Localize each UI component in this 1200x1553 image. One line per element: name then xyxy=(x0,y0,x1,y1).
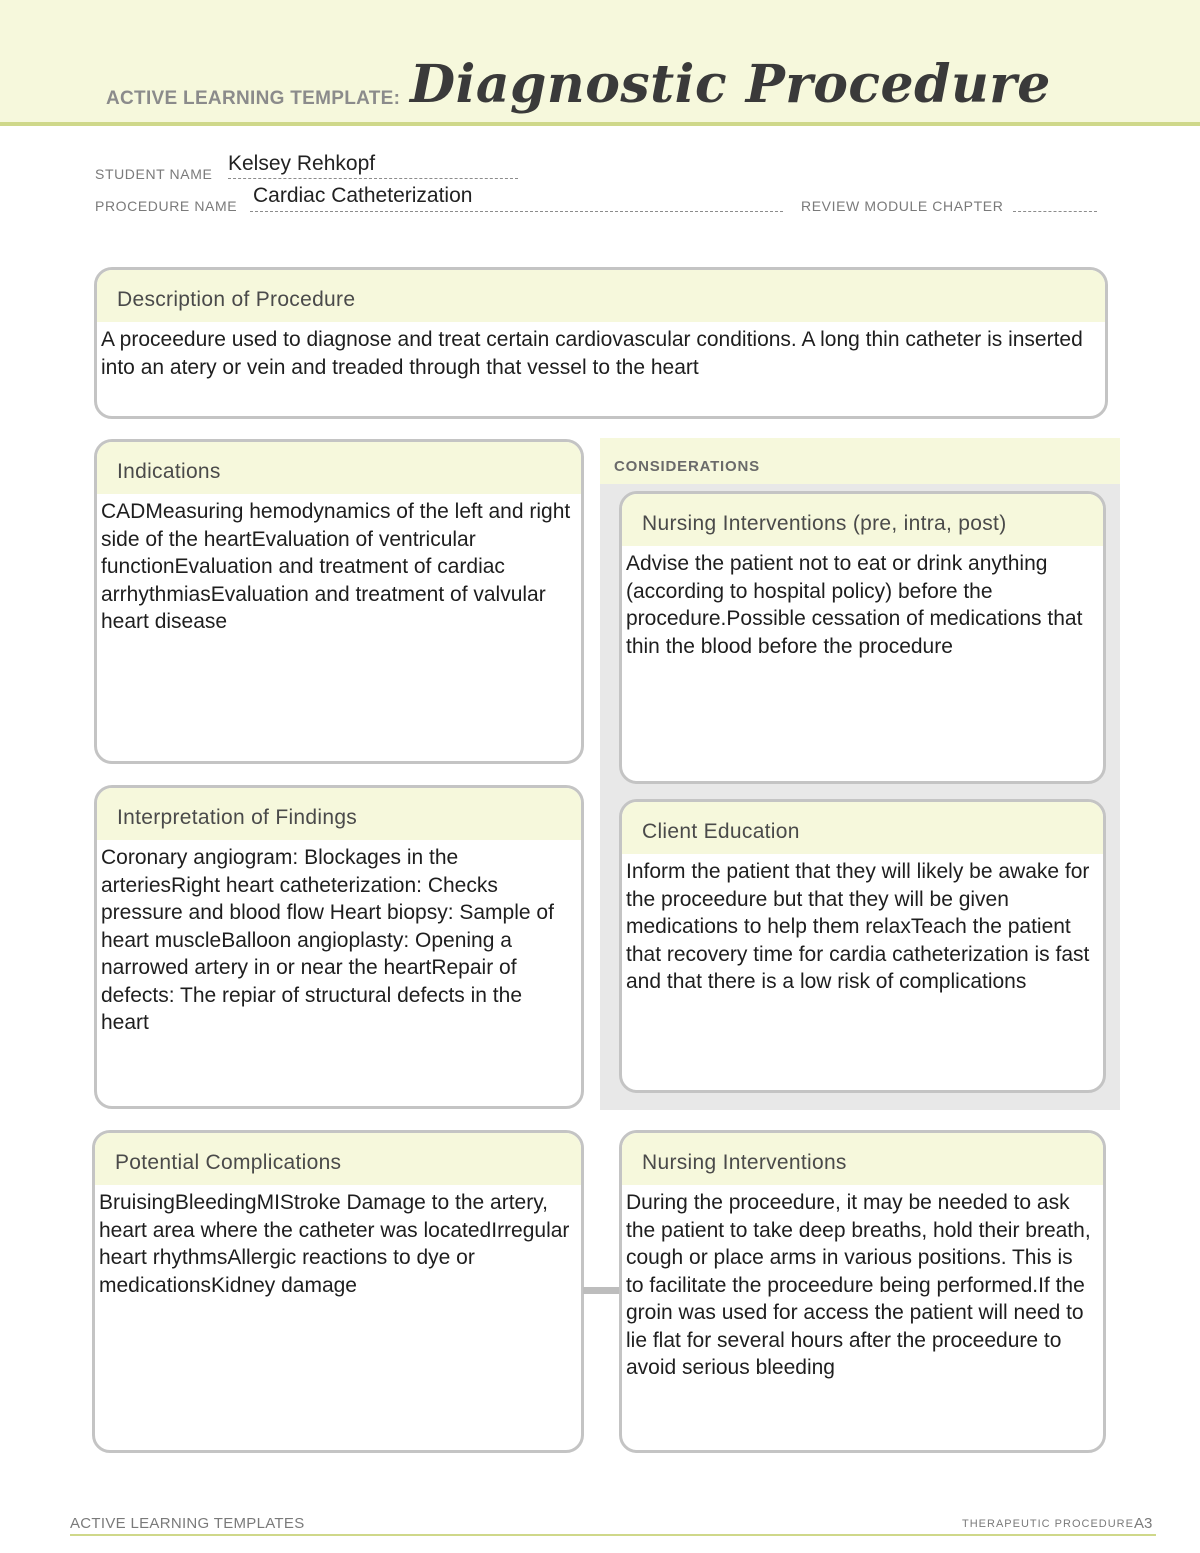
description-box xyxy=(94,267,1108,419)
indications-box xyxy=(94,439,584,764)
student-name-line xyxy=(228,178,518,179)
interpretation-box xyxy=(94,785,584,1109)
box-connector xyxy=(583,1287,619,1294)
procedure-name-line xyxy=(250,211,783,212)
client-education-box xyxy=(619,799,1106,1093)
student-name-field[interactable]: Kelsey Rehkopf xyxy=(228,152,376,175)
review-module-label: REVIEW MODULE CHAPTER xyxy=(801,198,1004,214)
complications-text[interactable]: BruisingBleedingMIStroke Damage to the artery, heart area where the catheter was locatedIrregular heart rhythmsAllergic reactions to dye or medicationsKidney damage xyxy=(99,1191,570,1297)
student-name-label: STUDENT NAME xyxy=(95,166,213,182)
footer-divider xyxy=(70,1534,1156,1536)
nursing-interventions-text[interactable]: During the proceedure, it may be needed to ask the patient to take deep breaths, hold their breath, cough or place arms in various positions. This is to facilitate the proceedure being performed.If the groin was used for access the patient will need to lie flat for several hours after the proceedure to avoid serious bleeding xyxy=(626,1191,1091,1379)
procedure-name-field[interactable]: Cardiac Catheterization xyxy=(253,184,473,207)
header-divider xyxy=(0,122,1200,126)
interpretation-text[interactable]: Coronary angiogram: Blockages in the arteriesRight heart catheterization: Checks pressure and blood flow Heart biopsy: Sample of heart muscleBalloon angioplasty: Opening a narrowed artery in or near the heartRepair of defects: The repiar of structural defects in the heart xyxy=(101,846,554,1034)
template-prefix: ACTIVE LEARNING TEMPLATE: xyxy=(106,88,401,109)
indications-title: Indications xyxy=(97,442,581,494)
complications-box xyxy=(92,1130,584,1453)
indications-text[interactable]: CADMeasuring hemodynamics of the left and right side of the heartEvaluation of ventricular functionEvaluation and treatment of cardiac arrhythmiasEvaluation and treatment of valvular heart disease xyxy=(101,500,571,633)
description-title: Description of Procedure xyxy=(97,270,1105,322)
footer-left-label: ACTIVE LEARNING TEMPLATES xyxy=(70,1515,305,1532)
complications-title: Potential Complications xyxy=(95,1133,581,1185)
nursing-interventions-box xyxy=(619,1130,1106,1453)
nursing-interventions-title: Nursing Interventions xyxy=(622,1133,1103,1185)
client-education-text[interactable]: Inform the patient that they will likely be awake for the proceedure but that they will be given medications to help them relaxTeach the patient that recovery time for cardia catheterization is fast and that there is a low risk of complications xyxy=(626,860,1090,993)
considerations-label: CONSIDERATIONS xyxy=(614,458,760,475)
page-number: A3 xyxy=(1134,1515,1153,1532)
nursing-interventions-ppi-box xyxy=(619,491,1106,784)
procedure-name-label: PROCEDURE NAME xyxy=(95,198,238,214)
nursing-interventions-ppi-text[interactable]: Advise the patient not to eat or drink anything (according to hospital policy) before the procedure.Possible cessation of medications that thin the blood before the procedure xyxy=(626,552,1083,658)
description-text[interactable]: A proceedure used to diagnose and treat certain cardiovascular conditions. A long thin catheter is inserted into an atery or vein and treaded through that vessel to the heart xyxy=(101,328,1083,379)
page-title: Diagnostic Procedure xyxy=(410,54,1051,115)
nursing-interventions-ppi-title: Nursing Interventions (pre, intra, post) xyxy=(622,494,1103,546)
review-module-field[interactable] xyxy=(1013,211,1097,212)
client-education-title: Client Education xyxy=(622,802,1103,854)
interpretation-title: Interpretation of Findings xyxy=(97,788,581,840)
footer-right-label: THERAPEUTIC PROCEDURE xyxy=(962,1518,1134,1530)
